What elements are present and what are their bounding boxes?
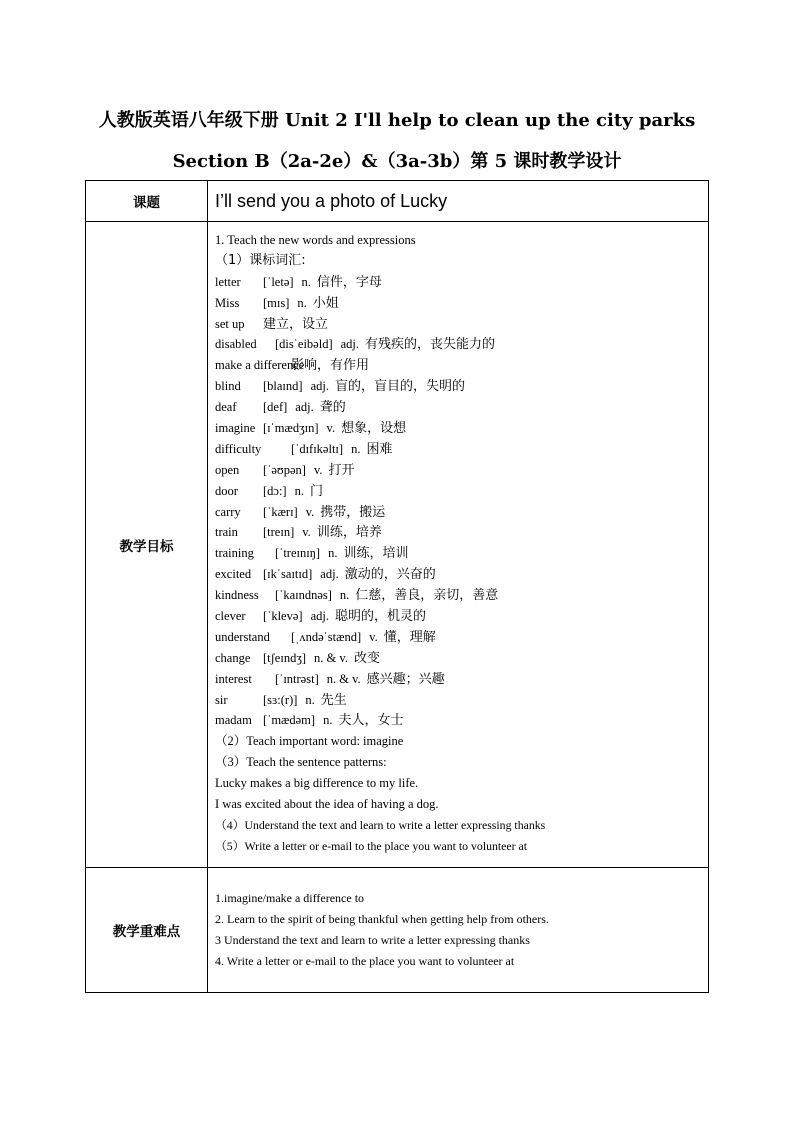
vocab-phonetic: [ˈdɪfɪkəltɪ]	[291, 441, 344, 456]
vocab-item	[215, 648, 708, 669]
objectives-row	[86, 222, 709, 868]
objectives-label: 教学目标	[86, 222, 208, 868]
vocab-meaning: 打开	[328, 462, 355, 478]
vocab-word: difficulty	[215, 441, 262, 456]
vocab-word: set up	[215, 316, 245, 331]
objectives-intro: 1. Teach the new words and expressions	[215, 233, 416, 247]
vocab-item	[215, 376, 708, 397]
vocab-phonetic: [ˌʌndəˈstænd]	[291, 629, 362, 644]
vocab-pos: adj.	[320, 567, 339, 582]
vocab-meaning: 激动的，兴奋的	[344, 567, 436, 583]
vocab-phonetic: [ˈɪntrəst]	[275, 671, 319, 686]
vocab-word: train	[215, 525, 238, 540]
vocab-pos: adj.	[295, 400, 314, 415]
vocab-word: door	[215, 483, 238, 498]
vocab-phonetic: [ˈletə]	[263, 274, 294, 289]
vocab-pos: n. & v.	[314, 650, 348, 665]
vocab-word: excited	[215, 567, 252, 582]
vocab-pos: adj.	[310, 609, 329, 624]
vocab-phonetic: [def]	[263, 400, 288, 415]
vocab-meaning: 小姐	[312, 295, 339, 311]
vocab-meaning: 信件，字母	[316, 274, 382, 290]
vocab-meaning: 训练，培养	[316, 525, 382, 541]
vocab-pos: n.	[294, 483, 304, 498]
vocab-word: clever	[215, 609, 246, 624]
key-point: 2. Learn to the spirit of being thankful when getting help from others.	[215, 912, 549, 926]
key-point: 3 Understand the text and learn to write a letter expressing thanks	[215, 933, 530, 947]
key-point: 1.imagine/make a difference to	[215, 891, 365, 905]
objective-item-4: （4）Understand the text and learn to write a letter expressing thanks	[215, 817, 546, 832]
important-word: （2）Teach important word: imagine	[215, 734, 404, 749]
vocab-pos: n.	[351, 441, 361, 456]
vocab-meaning: 盲的，盲目的，失明的	[334, 379, 465, 395]
vocab-phonetic: [treɪn]	[263, 525, 295, 540]
topic-row	[86, 181, 709, 222]
vocab-item	[215, 606, 708, 627]
sentence-pattern-1: Lucky makes a big difference to my life.	[215, 776, 419, 791]
vocab-item	[215, 272, 708, 293]
vocab-meaning: 聋的	[319, 400, 346, 416]
vocab-item	[215, 710, 708, 731]
vocab-word: deaf	[215, 400, 237, 415]
vocab-meaning: 想象，设想	[341, 421, 407, 437]
vocab-phonetic: [sɜ:(r)]	[263, 692, 298, 707]
vocab-item	[215, 334, 708, 355]
vocab-pos: n.	[339, 588, 350, 603]
vocab-word: carry	[215, 504, 241, 519]
vocab-word: blind	[215, 379, 241, 394]
vocab-pos: n.	[301, 274, 311, 289]
sentence-pattern-2: I was excited about the idea of having a dog.	[215, 797, 439, 812]
vocab-phonetic: [mɪs]	[263, 295, 290, 310]
vocab-meaning: 改变	[353, 650, 380, 666]
lesson-plan-table	[85, 180, 709, 993]
vocab-meaning: 懂，理解	[383, 629, 436, 645]
document-title: 人教版英语八年级下册 Unit 2 I'll help to clean up the city parks	[98, 110, 696, 131]
objective-item-5: （5）Write a letter or e-mail to the place you want to volunteer at	[215, 838, 528, 853]
vocab-pos: n.	[328, 546, 338, 561]
vocab-pos: n.	[297, 295, 307, 310]
objectives-content	[208, 222, 709, 868]
vocab-pos: v.	[313, 462, 323, 477]
vocab-item	[215, 543, 708, 564]
vocab-item	[215, 439, 708, 460]
vocab-item	[215, 460, 708, 481]
vocab-pos: n. & v.	[326, 671, 361, 686]
vocab-item	[215, 355, 708, 376]
patterns-heading: （3）Teach the sentence patterns:	[215, 755, 387, 770]
vocab-item	[215, 293, 708, 314]
key-points-label: 教学重难点	[86, 868, 208, 993]
vocab-item	[215, 669, 708, 690]
vocab-word: sir	[215, 692, 228, 707]
vocab-phonetic: [ɪˈmædʒɪn]	[263, 421, 319, 436]
vocab-item	[215, 502, 708, 523]
vocab-phonetic: [ˈklevə]	[263, 609, 303, 624]
vocab-phonetic: [ˈkærɪ]	[263, 504, 298, 519]
vocab-pos: n.	[323, 713, 333, 728]
vocab-meaning: 训练，培训	[343, 546, 409, 562]
vocab-item	[215, 314, 708, 335]
vocab-meaning: 仁慈，善良，亲切，善意	[355, 588, 499, 604]
vocab-word: madam	[215, 713, 252, 728]
vocab-word: open	[215, 462, 240, 477]
key-point: 4. Write a letter or e-mail to the place you want to volunteer at	[215, 954, 515, 968]
vocab-phonetic: [ˈkaɪndnəs]	[275, 588, 332, 603]
vocab-meaning: 携带，搬运	[320, 504, 386, 520]
key-points-content	[208, 868, 709, 993]
topic-content: I’ll send you a photo of Lucky	[208, 181, 709, 222]
vocab-word: letter	[215, 274, 241, 289]
topic-label: 课题	[86, 181, 208, 222]
vocab-word: interest	[215, 671, 252, 686]
vocab-word: imagine	[215, 421, 256, 436]
vocab-phonetic: [dɔ:]	[263, 483, 287, 498]
vocab-item	[215, 397, 708, 418]
vocab-word: kindness	[215, 588, 259, 603]
vocab-phonetic: [disˈeibəld]	[275, 337, 333, 352]
vocab-word: training	[215, 546, 254, 561]
vocab-word: Miss	[215, 295, 240, 310]
vocab-item	[215, 585, 708, 606]
vocab-item	[215, 690, 708, 711]
vocab-pos: v.	[326, 421, 336, 436]
vocab-word: understand	[215, 629, 270, 644]
vocab-pos: v.	[305, 504, 315, 519]
vocab-pos: adj.	[340, 337, 360, 352]
vocab-pos: n.	[305, 692, 315, 707]
vocab-phonetic: [ˈəʊpən]	[263, 462, 306, 477]
vocab-phonetic: [tʃeɪndʒ]	[263, 650, 307, 665]
vocab-item	[215, 481, 708, 502]
vocab-meaning: 感兴趣；兴趣	[366, 671, 445, 687]
vocab-pos: v.	[369, 629, 378, 644]
vocab-heading: （1）课标词汇:	[215, 252, 306, 268]
key-points-row	[86, 868, 709, 993]
vocab-meaning: 夫人，女士	[338, 713, 404, 729]
vocab-word: make a difference	[215, 358, 305, 373]
vocab-meaning: 影响，有作用	[291, 358, 370, 374]
vocab-item	[215, 418, 708, 439]
vocab-phonetic: [blaɪnd]	[263, 379, 303, 394]
vocab-phonetic: [ˈtreɪnɪŋ]	[275, 546, 321, 561]
vocab-phonetic: [ɪkˈsaɪtɪd]	[263, 567, 313, 582]
vocab-list	[215, 272, 708, 732]
vocab-meaning: 门	[309, 483, 323, 499]
vocab-word: change	[215, 650, 251, 665]
vocab-word: disabled	[215, 337, 257, 352]
vocab-meaning: 聪明的，机灵的	[334, 609, 426, 625]
document-subtitle: Section B（2a-2e）&（3a-3b）第 5 课时教学设计	[172, 151, 622, 172]
vocab-meaning: 建立，设立	[263, 316, 329, 332]
vocab-phonetic: [ˈmædəm]	[263, 713, 316, 728]
vocab-pos: v.	[302, 525, 311, 540]
vocab-item	[215, 627, 708, 648]
vocab-meaning: 先生	[320, 692, 347, 708]
vocab-meaning: 困难	[366, 441, 393, 457]
vocab-pos: adj.	[310, 379, 329, 394]
vocab-item	[215, 564, 708, 585]
vocab-item	[215, 522, 708, 543]
vocab-meaning: 有残疾的，丧失能力的	[365, 337, 496, 353]
